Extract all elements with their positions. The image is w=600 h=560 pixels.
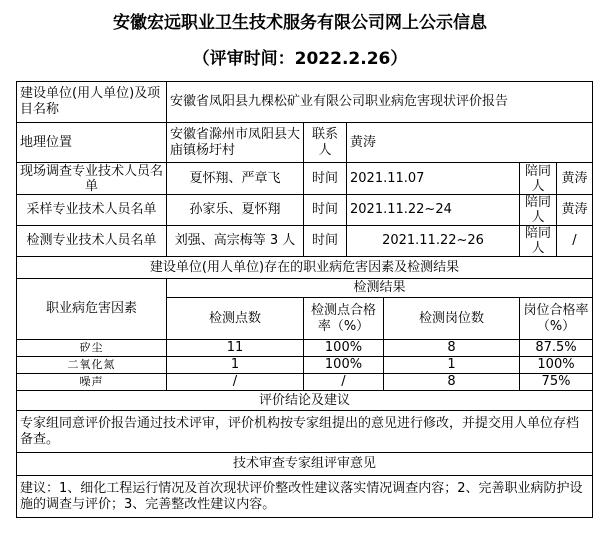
point-rate-value: 100% bbox=[304, 340, 384, 357]
points-value: 1 bbox=[167, 357, 304, 374]
factor-name: 二氧化氮 bbox=[17, 357, 167, 374]
row-conclusion-title bbox=[17, 391, 593, 411]
factor-header: 职业病危害因素 bbox=[17, 279, 167, 340]
contact-label: 联系人 bbox=[304, 123, 347, 163]
testing-time-label: 时间 bbox=[304, 226, 347, 257]
table-row bbox=[17, 357, 593, 374]
factor-name: 噪声 bbox=[17, 374, 167, 391]
table-row bbox=[17, 374, 593, 391]
point-rate-value: 100% bbox=[304, 357, 384, 374]
survey-label: 现场调查专业技术人员名单 bbox=[17, 163, 167, 195]
testing-escort: / bbox=[557, 226, 593, 257]
col-header-point-rate: 检测点合格率（%） bbox=[304, 298, 384, 340]
survey-staff: 夏怀翔、严章飞 bbox=[167, 163, 304, 195]
location-label: 地理位置 bbox=[17, 123, 167, 163]
post-rate-value: 87.5% bbox=[520, 340, 593, 357]
results-header: 检测结果 bbox=[167, 279, 593, 298]
post-rate-value: 100% bbox=[520, 357, 593, 374]
page-title: 安徽宏远职业卫生技术服务有限公司网上公示信息 bbox=[113, 13, 487, 33]
point-rate-value: / bbox=[304, 374, 384, 391]
row-expert-text bbox=[17, 476, 593, 518]
expert-text: 建议：1、细化工程运行情况及首次现状评价整改性建议落实情况调查内容；2、完善职业病防护设施的调查与评价；3、完善整改性建议内容。 bbox=[17, 476, 593, 518]
post-rate-value: 75% bbox=[520, 374, 593, 391]
testing-staff: 刘强、高宗梅等 3 人 bbox=[167, 226, 304, 257]
survey-escort: 黄涛 bbox=[557, 163, 593, 195]
sampling-escort: 黄涛 bbox=[557, 195, 593, 226]
unit-value: 安徽省凤阳县九棵松矿业有限公司职业病危害现状评价报告 bbox=[167, 82, 593, 123]
row-location bbox=[17, 123, 593, 163]
sampling-time-label: 时间 bbox=[304, 195, 347, 226]
sampling-staff: 孙家乐、夏怀翔 bbox=[167, 195, 304, 226]
row-survey bbox=[17, 163, 593, 195]
row-conclusion-text bbox=[17, 411, 593, 453]
sampling-label: 采样专业技术人员名单 bbox=[17, 195, 167, 226]
review-time: （评审时间：2022.2.26） bbox=[192, 49, 408, 69]
expert-title: 技术审查专家组评审意见 bbox=[17, 453, 593, 476]
testing-label: 检测专业技术人员名单 bbox=[17, 226, 167, 257]
col-header-post-rate: 岗位合格率（%） bbox=[520, 298, 593, 340]
testing-time: 2021.11.22~26 bbox=[347, 226, 520, 257]
row-unit bbox=[17, 82, 593, 123]
row-sampling bbox=[17, 195, 593, 226]
conclusion-text: 专家组同意评价报告通过技术评审，评价机构按专家组提出的意见进行修改，并提交用人单位存档备查。 bbox=[17, 411, 593, 453]
disclosure-table bbox=[16, 81, 593, 518]
sampling-time: 2021.11.22~24 bbox=[347, 195, 520, 226]
posts-value: 1 bbox=[384, 357, 520, 374]
hazard-section-title: 建设单位(用人单位)存在的职业病危害因素及检测结果 bbox=[17, 257, 593, 279]
row-hazard-header-1 bbox=[17, 279, 593, 298]
table-row bbox=[17, 340, 593, 357]
col-header-posts: 检测岗位数 bbox=[384, 298, 520, 340]
sampling-escort-label: 陪同人 bbox=[520, 195, 557, 226]
survey-time: 2021.11.07 bbox=[347, 163, 520, 195]
posts-value: 8 bbox=[384, 374, 520, 391]
contact-value: 黄涛 bbox=[347, 123, 593, 163]
factor-name: 矽尘 bbox=[17, 340, 167, 357]
survey-time-label: 时间 bbox=[304, 163, 347, 195]
survey-escort-label: 陪同人 bbox=[520, 163, 557, 195]
conclusion-title: 评价结论及建议 bbox=[17, 391, 593, 411]
testing-escort-label: 陪同人 bbox=[520, 226, 557, 257]
row-expert-title bbox=[17, 453, 593, 476]
col-header-points: 检测点数 bbox=[167, 298, 304, 340]
row-hazard-section bbox=[17, 257, 593, 279]
points-value: / bbox=[167, 374, 304, 391]
location-value: 安徽省滁州市凤阳县大庙镇杨圩村 bbox=[167, 123, 304, 163]
row-testing bbox=[17, 226, 593, 257]
posts-value: 8 bbox=[384, 340, 520, 357]
unit-label: 建设单位(用人单位)及项目名称 bbox=[17, 82, 167, 123]
points-value: 11 bbox=[167, 340, 304, 357]
